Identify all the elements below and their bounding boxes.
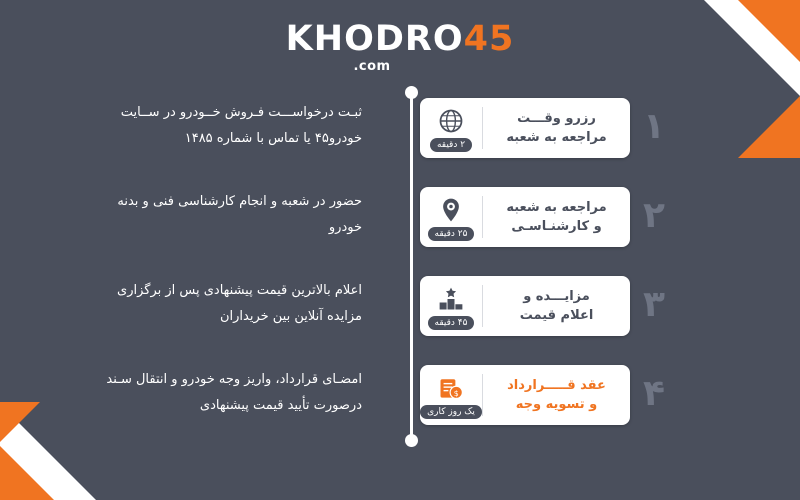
step-card[interactable] (420, 98, 630, 158)
step-icon-column (420, 98, 482, 158)
step-icon-column (420, 365, 482, 425)
corner-triangle-orange-bottom-left (0, 446, 54, 500)
step-title (483, 276, 630, 336)
brand-name-tld: .com (353, 59, 391, 74)
step-card[interactable] (420, 276, 630, 336)
step-number: ۴ (643, 373, 665, 414)
step-description (62, 100, 362, 152)
step-number: ۲ (643, 195, 665, 236)
brand-name-accent: 45 (463, 19, 515, 59)
steps-list (0, 92, 800, 448)
globe-icon (437, 107, 465, 135)
location-pin-icon (437, 196, 465, 224)
list-item (0, 359, 800, 448)
step-title-line: رزرو وقـــت (517, 110, 596, 126)
step-duration-badge: ۲ دقیقه (430, 138, 472, 152)
list-item (0, 181, 800, 270)
step-description-line: ثبـت درخواســـت فـروش خــودرو در ســایت (120, 105, 362, 120)
list-item (0, 92, 800, 181)
step-title (483, 187, 630, 247)
brand-logo-wordmark (0, 19, 800, 74)
step-title (483, 98, 630, 158)
card-divider (482, 285, 483, 327)
step-card[interactable] (420, 365, 630, 425)
step-title-line: عقد قـــــرارداد (507, 377, 606, 393)
step-title-line: مراجعه به شعبه (506, 199, 607, 215)
step-description (62, 367, 362, 419)
step-description (62, 278, 362, 330)
step-description-line: خودرو (328, 220, 362, 235)
brand-name-main: KHODRO (285, 19, 464, 59)
card-divider (482, 374, 483, 416)
step-title-line: و کارشنـاسـی (511, 219, 602, 234)
step-title-line: مراجعه به شعبه (506, 130, 607, 145)
step-description (62, 189, 362, 241)
step-number: ۱ (643, 106, 665, 147)
step-description-line: امضـای قرارداد، واریز وجه خودرو و انتقال سـند (106, 372, 362, 387)
step-description-line: مزایده آنلاین بین خریداران (219, 309, 362, 324)
step-title-line: و تسویه وجه (515, 397, 598, 412)
step-title-line: مزایـــده و (523, 288, 590, 304)
step-card[interactable] (420, 187, 630, 247)
auction-podium-icon (437, 285, 465, 313)
step-number: ۳ (643, 284, 665, 325)
contract-money-icon (437, 374, 465, 402)
step-duration-badge: یک روز کاری (420, 405, 482, 419)
svg-text:$: $ (453, 388, 459, 398)
step-title (483, 365, 630, 425)
card-divider (482, 107, 483, 149)
step-description-line: حضور در شعبه و انجام کارشناسی فنی و بدنه (117, 194, 362, 209)
step-duration-badge: ۴۵ دقیقه (428, 316, 475, 330)
step-description-line: اعلام بالاترین قیمت پیشنهادی پس از برگزاری (117, 283, 362, 298)
list-item (0, 270, 800, 359)
step-description-line: خودرو۴۵ یا تماس با شماره ۱۴۸۵ (184, 131, 362, 146)
brand-logo (0, 19, 800, 74)
step-description-line: درصورت تأیید قیمت پیشنهادی (199, 398, 362, 413)
card-divider (482, 196, 483, 238)
step-icon-column (420, 276, 482, 336)
step-title-line: اعلام قیمت (519, 308, 594, 323)
step-icon-column (420, 187, 482, 247)
step-duration-badge: ۲۵ دقیقه (428, 227, 475, 241)
